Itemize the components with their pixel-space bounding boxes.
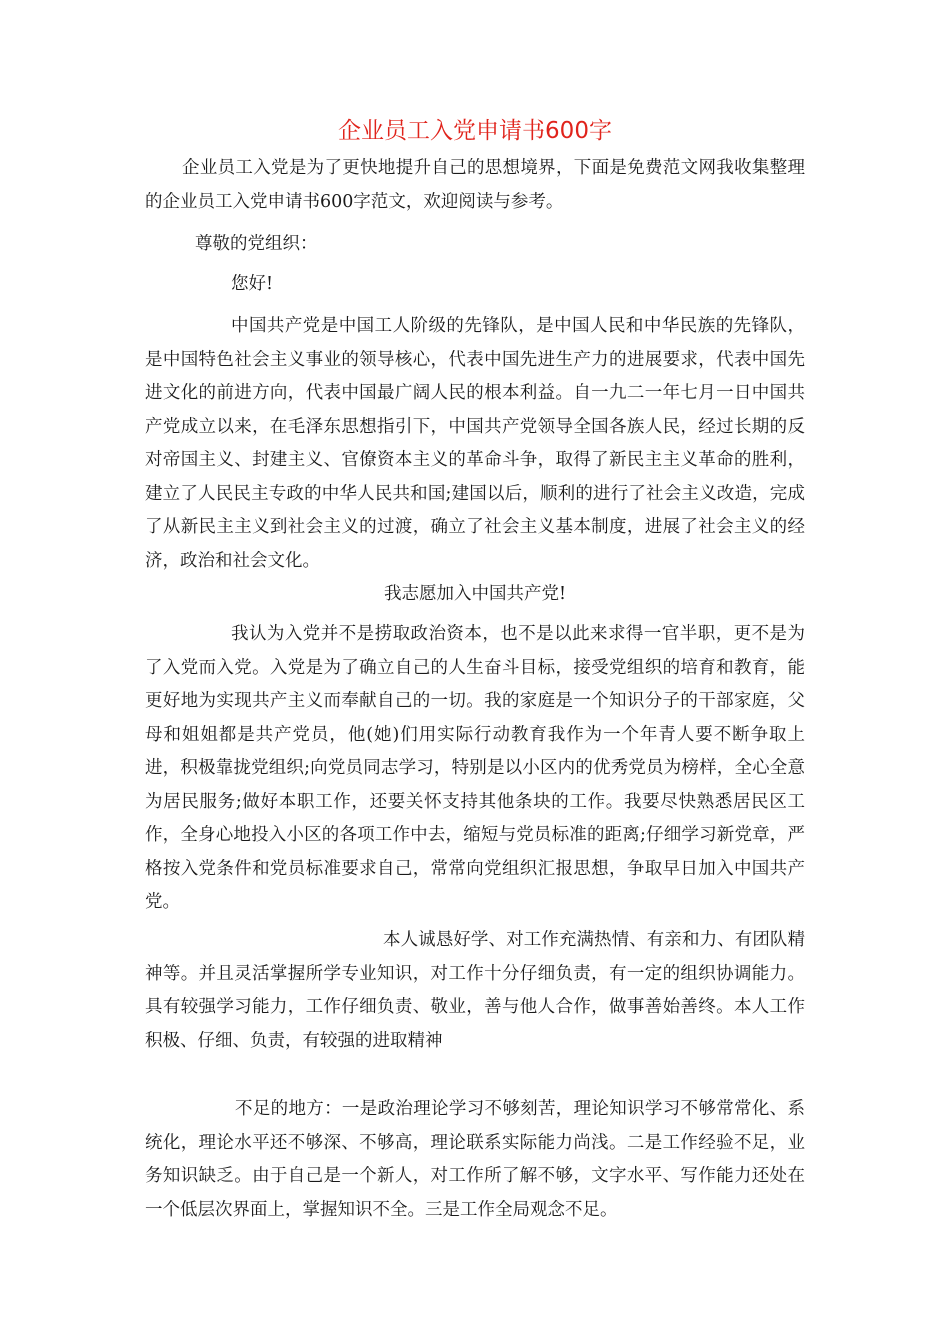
intro-paragraph: 企业员工入党是为了更快地提升自己的思想境界，下面是免费范文网我收集整理的企业员工入党申请书600字范文，欢迎阅读与参考。: [145, 158, 805, 212]
greeting: 您好!: [231, 274, 274, 294]
body-paragraph-party-description: 中国共产党是中国工人阶级的先锋队，是中国人民和中华民族的先锋队，是中国特色社会主义事业的领导核心，代表中国先进生产力的进展要求，代表中国先进文化的前进方向，代表中国最广阔人民的根本利益。自一九二一年七月一日中国共产党成立以来，在毛泽东思想指引下，中国共产党领导全国各族人民，经过长期的反对帝国主义、封建主义、官僚资本主义的革命斗争，取得了新民主主义革命的胜利，建立了人民民主专政的中华人民共和国;建国以后，顺利的进行了社会主义改造，完成了从新民主主义到社会主义的过渡，确立了社会主义基本制度，进展了社会主义的经济，政治和社会文化。: [145, 316, 805, 571]
body-paragraph-motivation: 我认为入党并不是捞取政治资本，也不是以此来求得一官半职，更不是为了入党而入党。入党是为了确立自己的人生奋斗目标，接受党组织的培育和教育，能更好地为实现共产主义而奉献自己的一切。我的家庭是一个知识分子的干部家庭，父母和姐姐都是共产党员，他(她)们用实际行动教育我作为一个年青人要不断争取上进，积极靠拢党组织;向党员同志学习，特别是以小区内的优秀党员为榜样，全心全意为居民服务;做好本职工作，还要关怀支持其他条块的工作。我要尽快熟悉居民区工作，全身心地投入小区的各项工作中去，缩短与党员标准的距离;仔细学习新党章，严格按入党条件和党员标准要求自己，常常向党组织汇报思想，争取早日加入中国共产党。: [145, 624, 805, 912]
resolve-statement: 我志愿加入中国共产党!: [383, 584, 567, 604]
body-paragraph-shortcomings: 不足的地方：一是政治理论学习不够刻苦，理论知识学习不够常常化、系统化，理论水平还不够深、不够高，理论联系实际能力尚浅。二是工作经验不足，业务知识缺乏。由于自己是一个新人，对工作所了解不够，文字水平、写作能力还处在一个低层次界面上，掌握知识不全。三是工作全局观念不足。: [145, 1099, 805, 1220]
salutation: 尊敬的党组织：: [195, 234, 318, 254]
document-title: 企业员工入党申请书600字: [338, 118, 612, 144]
body-paragraph-strengths: 本人诚恳好学、对工作充满热情、有亲和力、有团队精神等。并且灵活掌握所学专业知识，对工作十分仔细负责，有一定的组织协调能力。具有较强学习能力，工作仔细负责、敬业，善与他人合作，做事善始善终。本人工作积极、仔细、负责，有较强的进取精神: [145, 930, 805, 1051]
